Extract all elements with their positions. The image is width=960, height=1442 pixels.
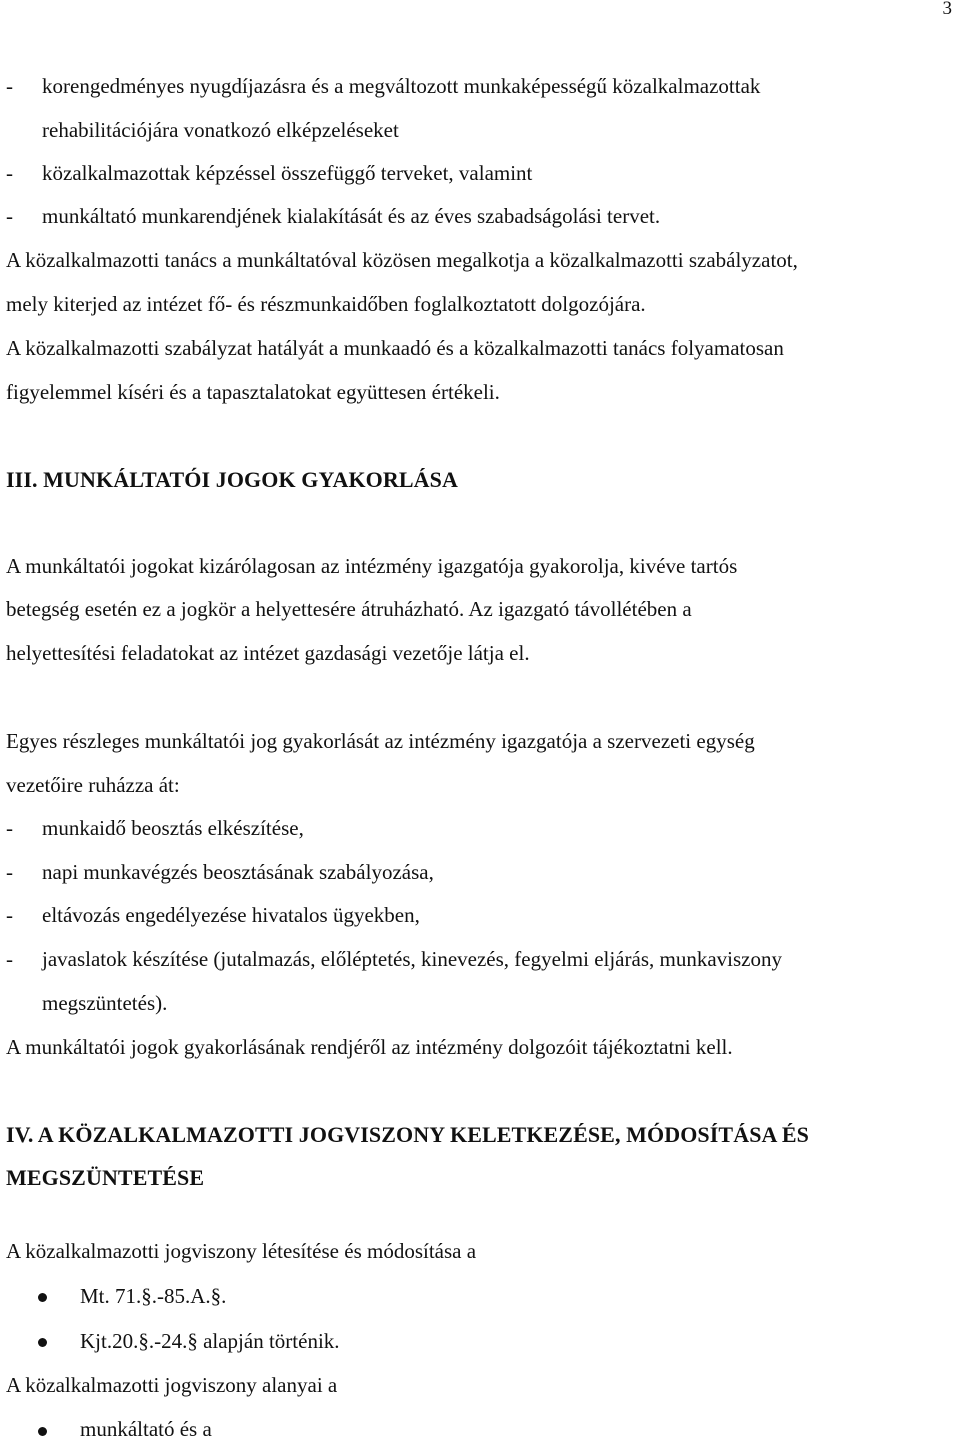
list-item-text: megszüntetés). <box>42 991 168 1015</box>
dash-marker: - <box>6 860 13 884</box>
bullet-item-text: Mt. 71.§.-85.A.§. <box>80 1284 227 1308</box>
section-heading: MEGSZÜNTETÉSE <box>6 1165 205 1190</box>
section-heading: IV. A KÖZALKALMAZOTTI JOGVISZONY KELETKEZÉSE, MÓDOSÍTÁSA ÉS <box>6 1122 810 1147</box>
page-number: 3 <box>942 0 952 19</box>
list-item-text: korengedményes nyugdíjazásra és a megváltozott munkaképességű közalkalmazottak <box>42 74 761 98</box>
paragraph-line: A közalkalmazotti tanács a munkáltatóval közösen megalkotja a közalkalmazotti szabályzatot, <box>6 248 798 272</box>
dash-marker: - <box>6 816 13 840</box>
bullet-item-text: munkáltató és a <box>80 1417 212 1441</box>
dash-marker: - <box>6 204 13 228</box>
paragraph-line: A munkáltatói jogok gyakorlásának rendjéről az intézmény dolgozóit tájékoztatni kell. <box>6 1035 733 1059</box>
paragraph-line: helyettesítési feladatokat az intézet gazdasági vezetője látja el. <box>6 641 530 665</box>
list-item-text: eltávozás engedélyezése hivatalos ügyekben, <box>42 903 420 927</box>
list-item-text: munkaidő beosztás elkészítése, <box>42 816 304 840</box>
paragraph-line: mely kiterjed az intézet fő- és részmunkaidőben foglalkoztatott dolgozójára. <box>6 292 646 316</box>
paragraph-line: A közalkalmazotti jogviszony létesítése és módosítása a <box>6 1239 477 1263</box>
paragraph-line: A munkáltatói jogokat kizárólagosan az intézmény igazgatója gyakorolja, kivéve tartós <box>6 554 738 578</box>
paragraph-line: Egyes részleges munkáltatói jog gyakorlását az intézmény igazgatója a szervezeti egység <box>6 729 755 753</box>
bullet-icon <box>38 1338 47 1347</box>
dash-marker: - <box>6 903 13 927</box>
paragraph-line: vezetőire ruházza át: <box>6 773 180 797</box>
paragraph-line: A közalkalmazotti jogviszony alanyai a <box>6 1373 338 1397</box>
bullet-item-text: Kjt.20.§.-24.§ alapján történik. <box>80 1329 340 1353</box>
paragraph-line: betegség esetén ez a jogkör a helyettesére átruházható. Az igazgató távollétében a <box>6 597 692 621</box>
list-item-text: rehabilitációjára vonatkozó elképzeléseket <box>42 118 399 142</box>
bullet-icon <box>38 1293 47 1302</box>
paragraph-line: A közalkalmazotti szabályzat hatályát a munkaadó és a közalkalmazotti tanács folyamatosan <box>6 336 784 360</box>
list-item-text: közalkalmazottak képzéssel összefüggő terveket, valamint <box>42 161 533 185</box>
section-heading: III. MUNKÁLTATÓI JOGOK GYAKORLÁSA <box>6 467 458 492</box>
dash-marker: - <box>6 947 13 971</box>
list-item-text: munkáltató munkarendjének kialakítását és az éves szabadságolási tervet. <box>42 204 661 228</box>
bullet-icon <box>38 1427 47 1436</box>
paragraph-line: figyelemmel kíséri és a tapasztalatokat együttesen értékeli. <box>6 380 500 404</box>
dash-marker: - <box>6 74 13 98</box>
dash-marker: - <box>6 161 13 185</box>
list-item-text: javaslatok készítése (jutalmazás, előléptetés, kinevezés, fegyelmi eljárás, munkaviszony <box>42 947 782 971</box>
list-item-text: napi munkavégzés beosztásának szabályozása, <box>42 860 434 884</box>
